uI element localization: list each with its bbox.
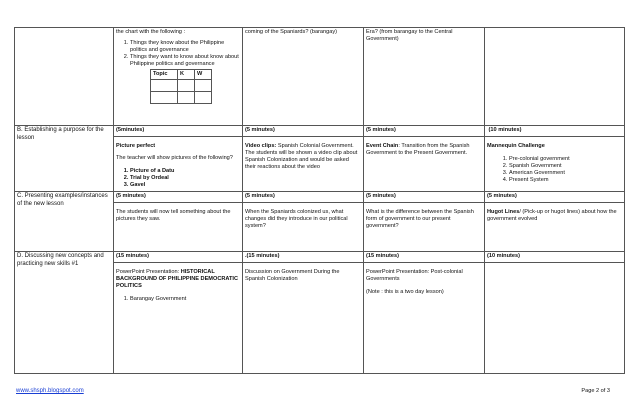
row2-day4-text bbox=[487, 209, 622, 223]
list-item: 2. Trial by Ordeal bbox=[130, 175, 240, 182]
row2-day3-text: What is the difference between the Spanish form of government to our present government? bbox=[366, 208, 474, 229]
footer-page-number: Page 2 of 3 bbox=[581, 388, 610, 394]
row1-label: B. Establishing a purpose for the lesson bbox=[15, 126, 114, 192]
row1-day3-cell bbox=[364, 126, 485, 192]
kwl-row bbox=[151, 79, 212, 91]
row1-day2-cell bbox=[243, 126, 364, 192]
kwl-chart bbox=[150, 69, 212, 104]
row3-day1-bold: HISTORICAL BACKGROUND OF PHILIPPINE DEMOCRATIC POLITICS bbox=[116, 268, 239, 289]
row0-day2-text: coming of the Spaniards? (barangay) bbox=[245, 29, 338, 35]
row0-day2-cell bbox=[243, 28, 364, 126]
row3-day1-lead: PowerPoint Presentation: bbox=[116, 268, 181, 275]
row2-day2-text: When the Spaniards colonized us, what changes did they introduce in our political system? bbox=[245, 208, 348, 229]
row1-day2-lead: Video clips: bbox=[245, 142, 277, 149]
row3-label: D. Discussing new concepts and practicing new skills #1 bbox=[15, 252, 114, 374]
row3-day3-cell bbox=[364, 252, 485, 374]
row3-day3-note: (Note : this is a two day lesson) bbox=[366, 288, 444, 295]
row1-day3-text bbox=[366, 143, 482, 157]
table-row bbox=[15, 192, 625, 252]
row2-day2-time: (5 minutes) bbox=[243, 192, 363, 203]
row0-day3-cell bbox=[364, 28, 485, 126]
row1-day2-body: Spanish Colonial Government. The students will be shown a video clip about Spanish Colonization and would be asked their reactions about the video bbox=[245, 142, 358, 170]
row3-day1-time: (15 minutes) bbox=[114, 252, 242, 263]
table-row bbox=[15, 252, 625, 374]
row3-day1-text bbox=[116, 269, 240, 290]
kwl-header-topic: Topic bbox=[151, 69, 178, 79]
kwl-header-row bbox=[151, 69, 212, 79]
row2-day1-text: The students will now tell something about the pictures they saw. bbox=[116, 208, 231, 222]
kwl-header-w: W bbox=[195, 69, 212, 79]
row1-day1-cell bbox=[114, 126, 243, 192]
list-item: 1. Things they know about the Philippine politics and governance bbox=[130, 40, 240, 54]
list-item: 4. Present System bbox=[509, 177, 622, 184]
table-row bbox=[15, 126, 625, 192]
row1-day2-time: (5 minutes) bbox=[243, 126, 363, 137]
table-row bbox=[15, 28, 625, 126]
list-item: 1. Picture of a Datu bbox=[130, 168, 240, 175]
row2-day4-time: (5 minutes) bbox=[485, 192, 624, 203]
row3-day3-time: (15 minutes) bbox=[364, 252, 484, 263]
row2-day3-time: (5 minutes) bbox=[364, 192, 484, 203]
row1-day4-time: (10 minutes) bbox=[485, 126, 624, 137]
list-item: 2. Spanish Government bbox=[509, 163, 622, 170]
row1-day4-cell bbox=[485, 126, 625, 192]
list-item: 1. Pre-colonial government bbox=[509, 156, 622, 163]
row2-day3-cell bbox=[364, 192, 485, 252]
list-item: 3. Gavel bbox=[130, 182, 240, 189]
row3-day1-cell bbox=[114, 252, 243, 374]
row2-day4-cell bbox=[485, 192, 625, 252]
row2-day1-time: (5 minutes) bbox=[114, 192, 242, 203]
row2-day4-body: / (Pick-up or hugot lines) about how the government evolved bbox=[487, 208, 617, 222]
row3-day4-cell bbox=[485, 252, 625, 374]
row0-day1-cell bbox=[114, 28, 243, 126]
row2-label: C. Presenting examples/instances of the new lesson bbox=[15, 192, 114, 252]
row3-day2-text: Discussion on Government During the Spanish Colonization bbox=[245, 268, 340, 282]
row1-day1-list bbox=[116, 168, 240, 189]
row3-day2-time: .(15 minutes) bbox=[243, 252, 363, 263]
row1-day1-time: (5minutes) bbox=[114, 126, 242, 137]
row2-day2-cell bbox=[243, 192, 364, 252]
row0-day4-cell bbox=[485, 28, 625, 126]
footer-website-link[interactable]: www.shsph.blogspot.com bbox=[16, 388, 84, 394]
list-item: 2. Things they want to know about know about Philippine politics and governance bbox=[130, 54, 240, 68]
kwl-header-k: K bbox=[178, 69, 195, 79]
row1-day4-list bbox=[487, 156, 622, 184]
row1-day2-text bbox=[245, 143, 361, 171]
row1-day1-title: Picture perfect bbox=[116, 142, 156, 149]
row0-day3-text: Era? (from barangay to the Central Government) bbox=[366, 29, 453, 42]
kwl-row bbox=[151, 91, 212, 103]
row1-day1-text: The teacher will show pictures of the following? bbox=[116, 154, 233, 161]
row1-day3-body: : Transition from the Spanish Government to the Present Government. bbox=[366, 142, 470, 156]
row1-day4-title: Mannequin Challenge bbox=[487, 142, 545, 149]
list-item: 3. American Government bbox=[509, 170, 622, 177]
row3-day3-text: PowerPoint Presentation: Post-colonial Governments bbox=[366, 268, 463, 282]
row0-list bbox=[116, 40, 240, 68]
row0-label-cell bbox=[15, 28, 114, 126]
row2-day1-cell bbox=[114, 192, 243, 252]
row1-day3-time: (5 minutes) bbox=[364, 126, 484, 137]
list-item: 1. Barangay Government bbox=[130, 296, 240, 303]
row2-day4-lead: Hugot Lines bbox=[487, 208, 520, 215]
lesson-plan-table bbox=[14, 27, 625, 374]
row3-day1-list bbox=[116, 296, 240, 303]
row3-day2-cell bbox=[243, 252, 364, 374]
row3-day4-time: (10 minutes) bbox=[485, 252, 624, 263]
row1-day3-lead: Event Chain bbox=[366, 142, 399, 149]
row0-intro: the chart with the following : bbox=[116, 29, 186, 35]
